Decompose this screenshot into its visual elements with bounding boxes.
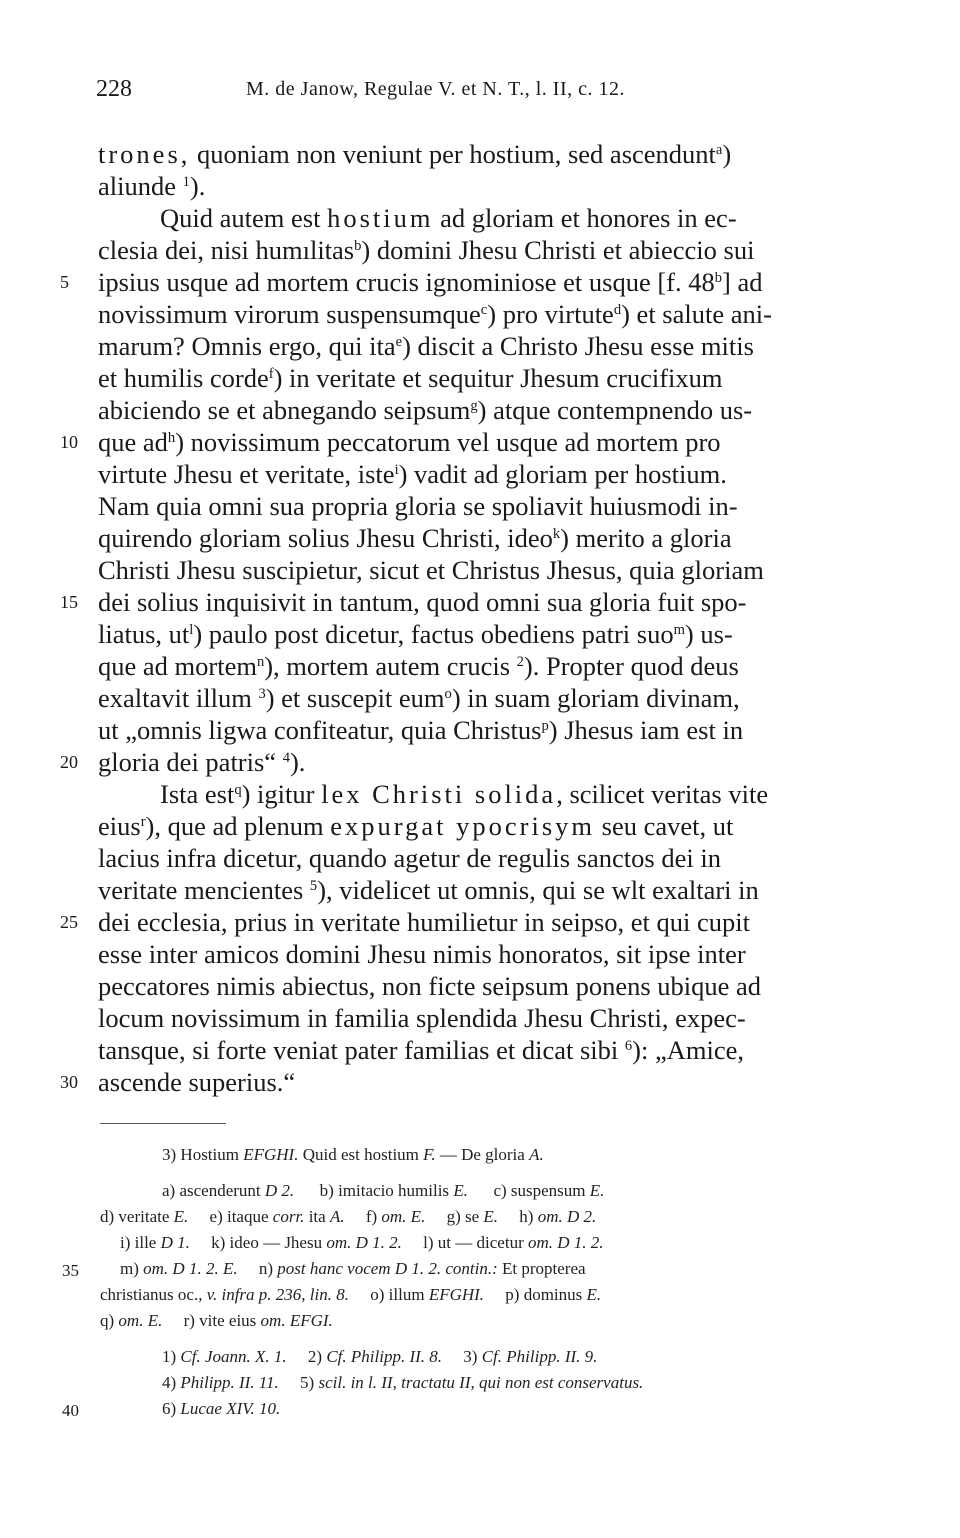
text-line: tansque, si forte veniat pater familias et dicat sibi $^6$): „Amice, [98,1035,745,1065]
running-title: M. de Janow, Regulae V. et N. T., l. II, c. 12. [246,78,625,100]
text-line: Quid autem est hostium ad gloriam et honores in ec- [160,203,737,233]
text-line: dei ecclesia, prius in veritate humilietur in seipso, et qui cupit [98,907,751,937]
footnote-line: i) ille D 1. k) ideo — Jhesu om. D 1. 2. l) ut — dicetur om. D 1. 2. [120,1233,604,1252]
text-line: et humilis corde$^f$) in veritate et sequitur Jhesum crucifixum [98,363,723,393]
text-line: novissimum virorum suspensumque$^c$) pro virtute$^d$) et salute ani- [98,299,772,329]
text-line: que $ad^h$) novissimum peccatorum vel usque ad mortem pro [98,427,721,457]
footnote-line: 1) Cf. Joann. X. 1. 2) Cf. Philipp. II. 8. 3) Cf. Philipp. II. 9. [162,1347,598,1366]
text-line: veritate mencientes $^5$), videlicet ut omnis, qui se wlt exaltari in [98,875,759,905]
page-number: 228 [96,76,132,102]
footnote-rule [100,1123,226,1124]
text-line: locum novissimum in familia splendida Jhesu Christi, expec- [98,1003,746,1033]
footnote-line: 6) Lucae XIV. 10. [162,1399,281,1418]
text-line: dei solius inquisivit in tantum, quod omni sua gloria fuit spo- [98,587,747,617]
line-number-25: 25 [60,912,78,932]
line-number-5: 5 [60,272,69,292]
line-number-40: 40 [62,1401,79,1420]
page-header [96,76,876,106]
text-line: quirendo gloriam solius Jhesu Christi, ideo$^k$) merito a gloria [98,523,732,553]
text-line: eius$^r$), que ad plenum expurgat ypocrisym seu cavet, ut [98,811,734,841]
text-line: Nam quia omni sua propria gloria se spoliavit huiusmodi in- [98,491,738,521]
text-line: que ad mortem$^n$), mortem autem crucis $^2$). Propter quod deus [98,651,739,681]
line-number-15: 15 [60,592,78,612]
text-line: ipsius usque ad mortem crucis ignominiose et usque [f. 48$^b$] ad [98,267,763,297]
footnote-line: christianus oc., v. infra p. 236, lin. 8. o) illum EFGHI. p) dominus E. [100,1285,602,1304]
line-number-30: 30 [60,1072,78,1092]
text-line: Ista est$^q$) igitur lex Christi solida, scilicet veritas vite [160,779,769,809]
text-line: aliunde $^1$). [98,171,206,201]
text-line: liatus, $ut^l$) paulo post dicetur, factus obediens patri suo$^m$) us- [98,619,733,649]
text-line: exaltavit illum $^3$) et suscepit eum$^o$) in suam gloriam divinam, [98,683,740,713]
text-line: Christi Jhesu suscipietur, sicut et Christus Jhesus, quia gloriam [98,555,764,585]
text-line: esse inter amicos domini Jhesu nimis honoratos, sit ipse inter [98,939,746,969]
text-line: ascende superius.“ [98,1067,296,1097]
text-line: trones, quoniam non veniunt per hostium, sed ascendunt$^a$) [98,139,732,169]
text-line: peccatores nimis abiectus, non ficte seipsum ponens ubique ad [98,971,762,1001]
footnote-line: a) ascenderunt D 2. b) imitacio humilis E. c) suspensum E. [162,1181,605,1200]
text-line: virtute Jhesu et veritate, iste$^i$) vadit ad gloriam per hostium. [98,459,727,489]
footnote-line: d) veritate E. e) itaque corr. ita A. f) om. E. g) se E. h) om. D 2. [100,1207,597,1226]
text-line: clesia dei, nisi humılitas$^b$) domini Jhesu Christi et abieccio sui [98,235,755,265]
text-line: lacius infra dicetur, quando agetur de regulis sanctos dei in [98,843,721,873]
footnote-line: q) om. E. r) vite eius om. EFGI. [100,1311,333,1330]
line-number-10: 10 [60,432,78,452]
footnote-line: 3) Hostium EFGHI. Quid est hostium F. — De gloria A. [162,1145,544,1164]
footnote-line: 4) Philipp. II. 11. 5) scil. in l. II, tractatu II, qui non est conservatus. [162,1373,644,1392]
text-line: marum? Omnis ergo, qui ita$^e$) discit a Christo Jhesu esse mitis [98,331,754,361]
text-line: abiciendo se et abnegando seipsum$^g$) atque contempnendo us- [98,395,753,425]
text-line: ut „omnis ligwa confiteatur, quia Christus$^p$) Jhesus iam est in [98,715,744,745]
line-number-20: 20 [60,752,78,772]
footnote-line: m) om. D 1. 2. E. n) post hanc vocem D 1. 2. contin.: Et propterea [120,1259,586,1278]
text-line: gloria dei patris“ $^4$). [98,747,306,777]
line-number-35: 35 [62,1261,79,1280]
